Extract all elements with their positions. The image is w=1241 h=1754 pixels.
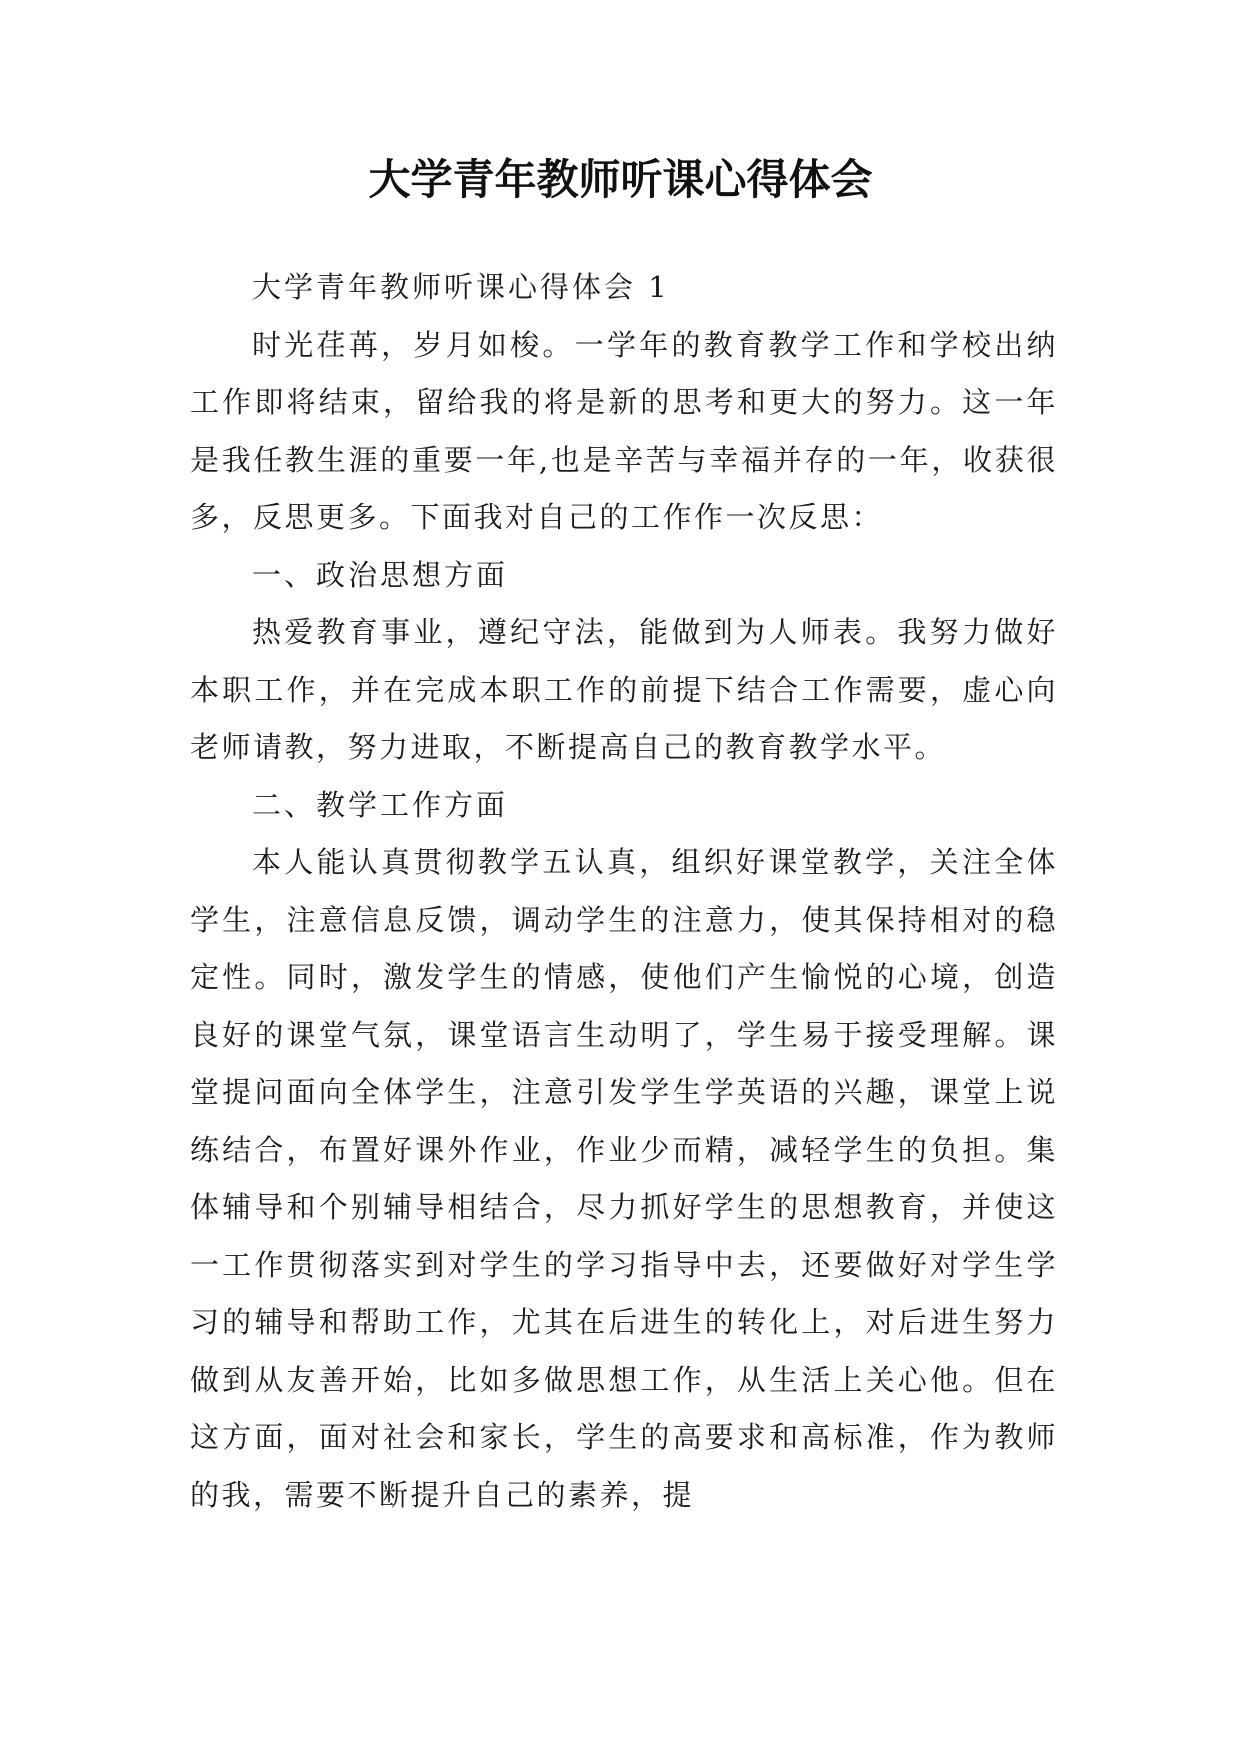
political-paragraph: 热爱教育事业，遵纪守法，能做到为人师表。我努力做好本职工作，并在完成本职工作的前提下结合工作需要，虚心向老师请教，努力进取，不断提高自己的教育教学水平。: [190, 615, 1058, 764]
teaching-paragraph: 本人能认真贯彻教学五认真，组织好课堂教学，关注全体学生，注意信息反馈，调动学生的注意力，使其保持相对的稳定性。同时，激发学生的情感，使他们产生愉悦的心境，创造良好的课堂气氛，课堂语言生动明了，学生易于接受理解。课堂提问面向全体学生，注意引发学生学英语的兴趣，课堂上说练结合，布置好课外作业，作业少而精，减轻学生的负担。集体辅导和个别辅导相结合，尽力抓好学生的思想教育，并使这一工作贯彻落实到对学生的学习指导中去，还要做好对学生学习的辅导和帮助工作，尤其在后进生的转化上，对后进生努力做到从友善开始，比如多做思想工作，从生活上关心他。但在这方面，面对社会和家长，学生的高要求和高标准，作为教师的我，需要不断提升自己的素养，提: [190, 845, 1058, 1512]
document-title: 大学青年教师听课心得体会: [368, 155, 873, 204]
document-body: [190, 259, 1058, 1524]
section-heading-teaching: 二、教学工作方面: [252, 787, 509, 822]
section-heading-political: 一、政治思想方面: [252, 557, 509, 592]
section-subtitle: 大学青年教师听课心得体会 1: [252, 270, 670, 304]
intro-paragraph: 时光荏苒，岁月如梭。一学年的教育教学工作和学校出纳工作即将结束，留给我的将是新的思考和更大的努力。这一年是我任教生涯的重要一年,也是辛苦与幸福并存的一年，收获很多，反思更多。下面我对自己的工作作一次反思：: [190, 327, 1058, 534]
